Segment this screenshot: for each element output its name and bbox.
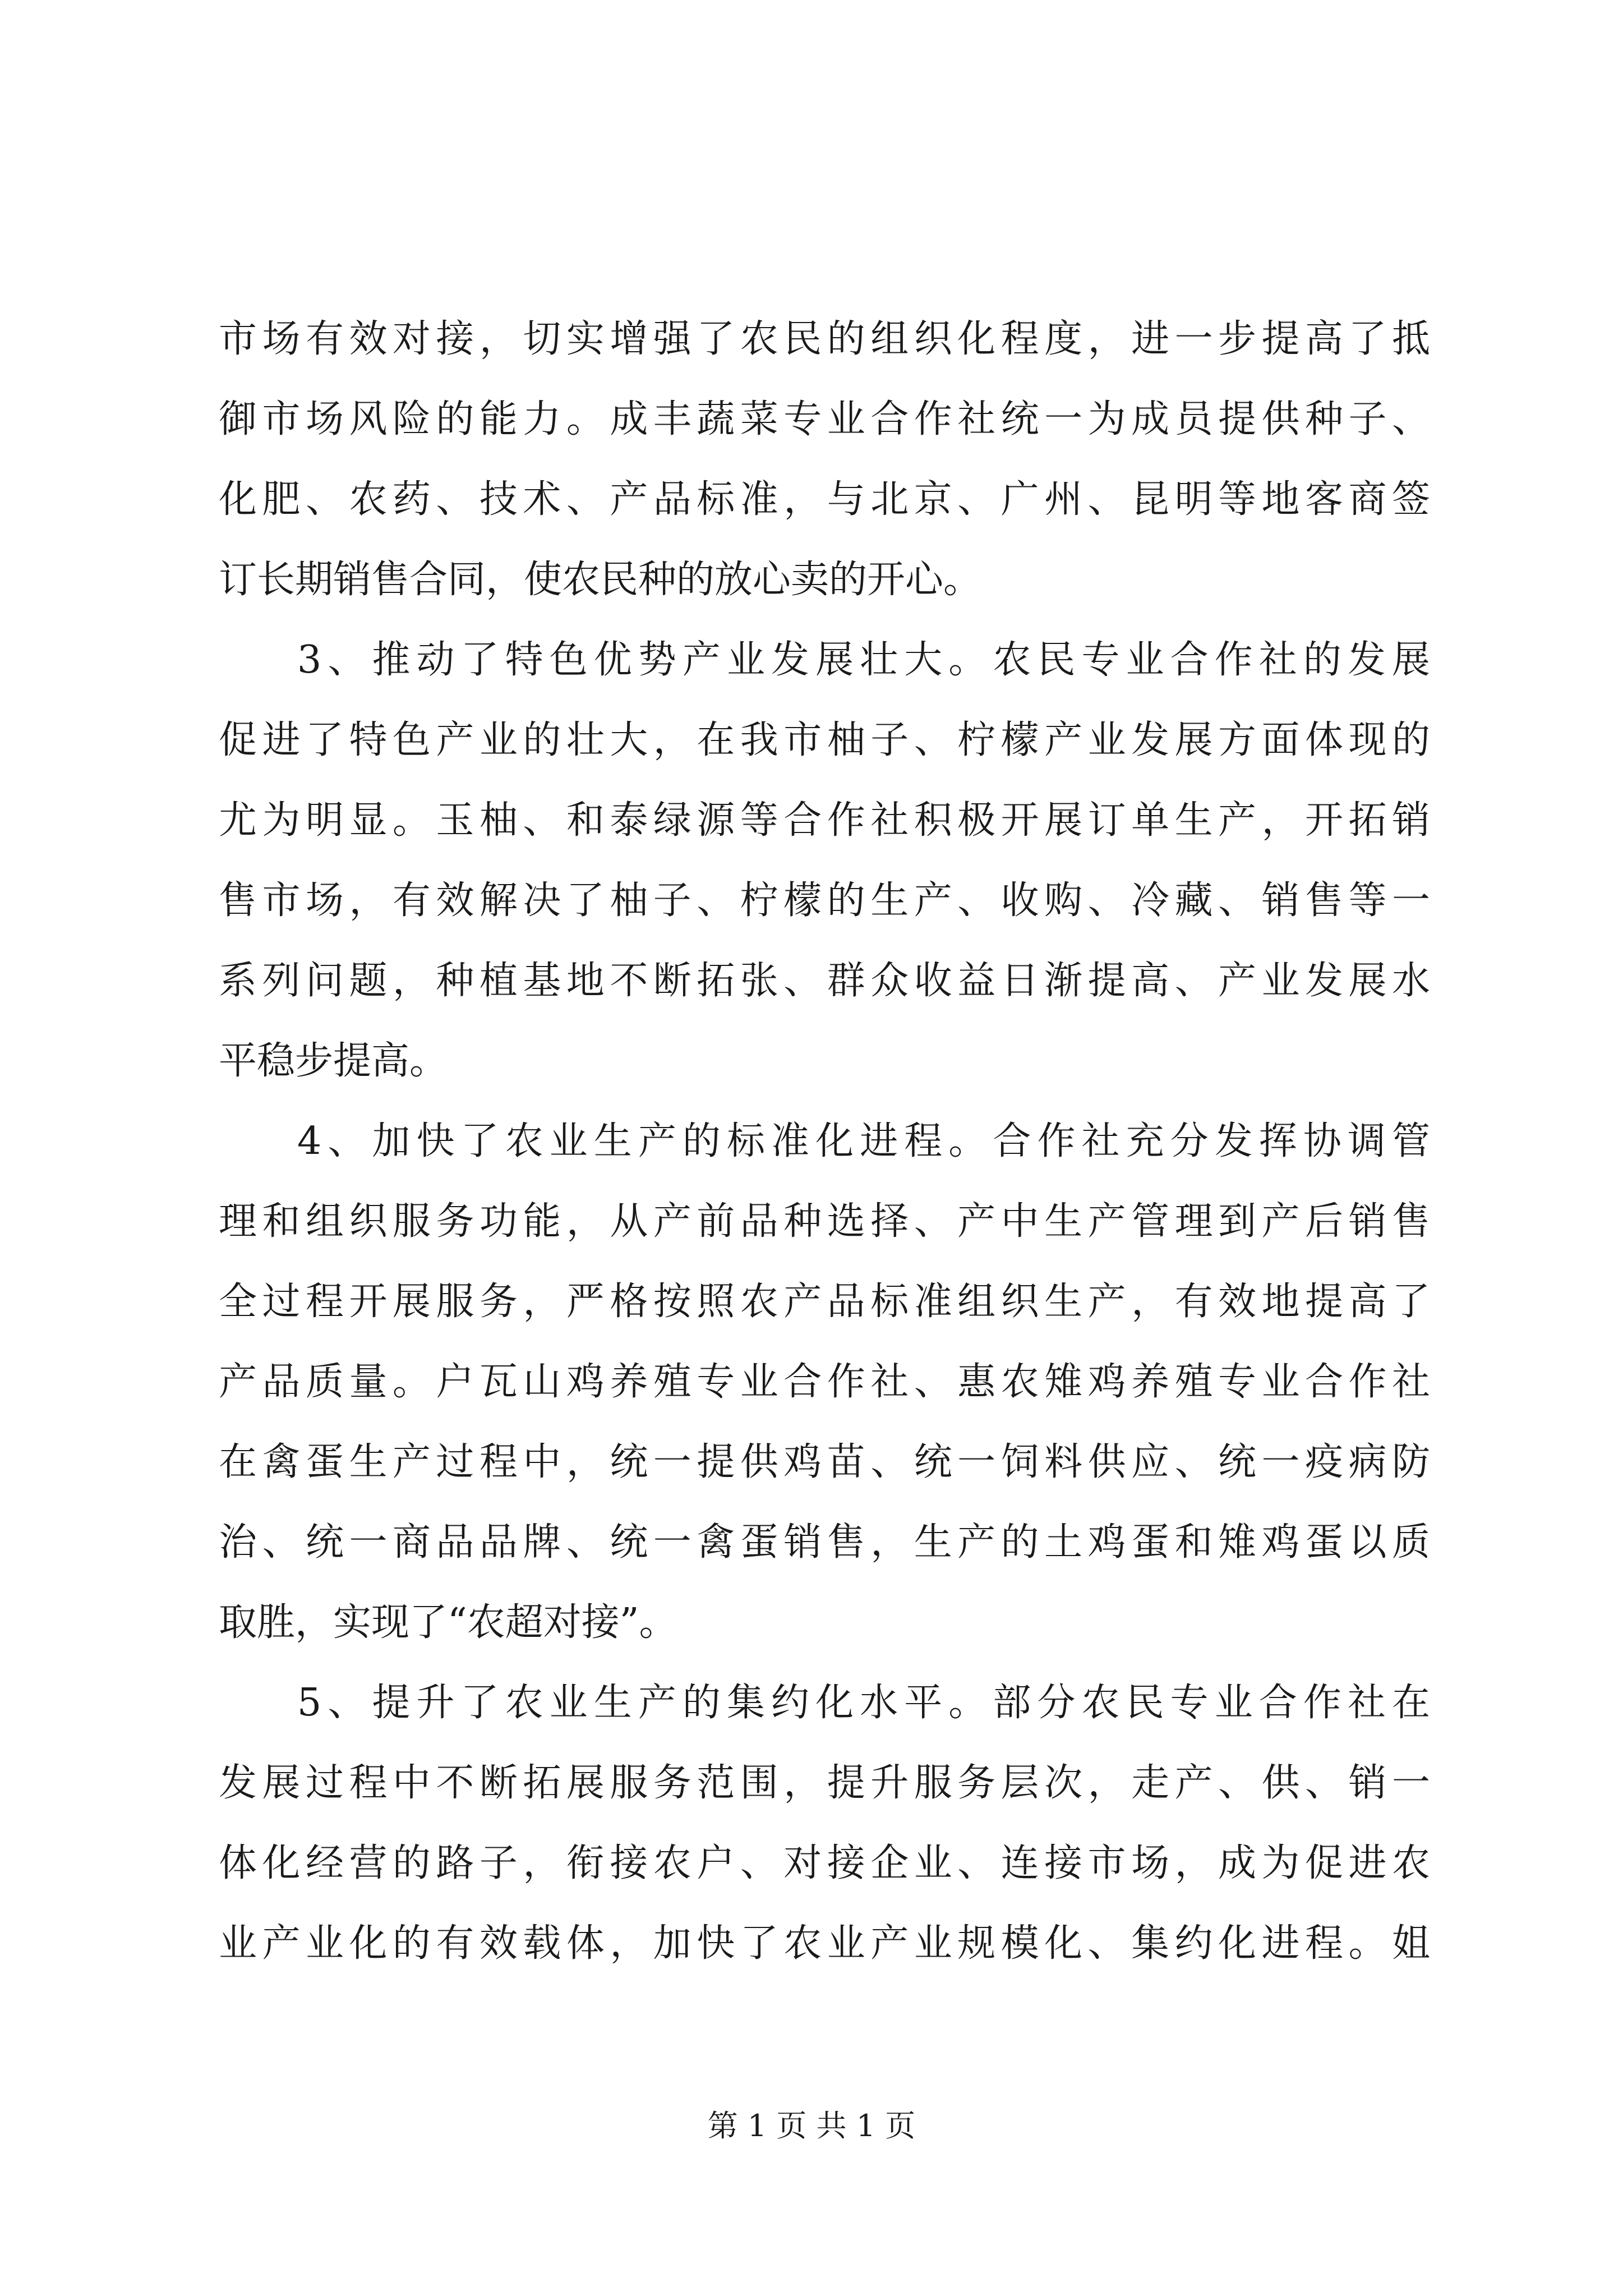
body-text-line: 尤为明显。玉柚、和泰绿源等合作社积极开展订单生产，开拓销 [219, 798, 1430, 843]
body-text-line: 化肥、农药、技术、产品标准，与北京、广州、昆明等地客商签 [219, 477, 1430, 522]
body-text-line: 全过程开展服务，严格按照农产品标准组织生产，有效地提高了 [219, 1280, 1430, 1324]
paragraph-first-line: 3、推动了特色优势产业发展壮大。农民专业合作社的发展 [297, 638, 1430, 682]
body-text-line: 促进了特色产业的壮大，在我市柚子、柠檬产业发展方面体现的 [219, 718, 1430, 762]
body-text-line: 发展过程中不断拓展服务范围，提升服务层次，走产、供、销一 [219, 1761, 1430, 1805]
paragraph-first-line: 5、提升了农业生产的集约化水平。部分农民专业合作社在 [297, 1681, 1430, 1725]
body-text-line: 在禽蛋生产过程中，统一提供鸡苗、统一饲料供应、统一疫病防 [219, 1440, 1430, 1484]
paragraph-first-line: 4、加快了农业生产的标准化进程。合作社充分发挥协调管 [297, 1119, 1430, 1163]
body-text-line: 业产业化的有效载体，加快了农业产业规模化、集约化进程。姐 [219, 1921, 1430, 1966]
body-text-line: 平稳步提高。 [219, 1039, 448, 1083]
body-text-line: 理和组织服务功能，从产前品种选择、产中生产管理到产后销售 [219, 1199, 1430, 1244]
body-text-line: 系列问题，种植基地不断拓张、群众收益日渐提高、产业发展水 [219, 959, 1430, 1003]
body-text-line: 体化经营的路子，衔接农户、对接企业、连接市场，成为促进农 [219, 1841, 1430, 1885]
body-text-line: 治、统一商品品牌、统一禽蛋销售，生产的土鸡蛋和雉鸡蛋以质 [219, 1520, 1430, 1565]
body-text-line: 市场有效对接，切实增强了农民的组织化程度，进一步提高了抵 [219, 317, 1430, 361]
page-number-footer: 第 1 页 共 1 页 [707, 2108, 916, 2143]
body-text-line: 订长期销售合同，使农民种的放心卖的开心。 [219, 558, 982, 602]
body-text-line: 御市场风险的能力。成丰蔬菜专业合作社统一为成员提供种子、 [219, 397, 1430, 441]
body-text-line: 取胜，实现了“农超对接”。 [219, 1600, 677, 1645]
body-text-line: 售市场，有效解决了柚子、柠檬的生产、收购、冷藏、销售等一 [219, 878, 1430, 923]
body-text-line: 产品质量。户瓦山鸡养殖专业合作社、惠农雉鸡养殖专业合作社 [219, 1360, 1430, 1404]
